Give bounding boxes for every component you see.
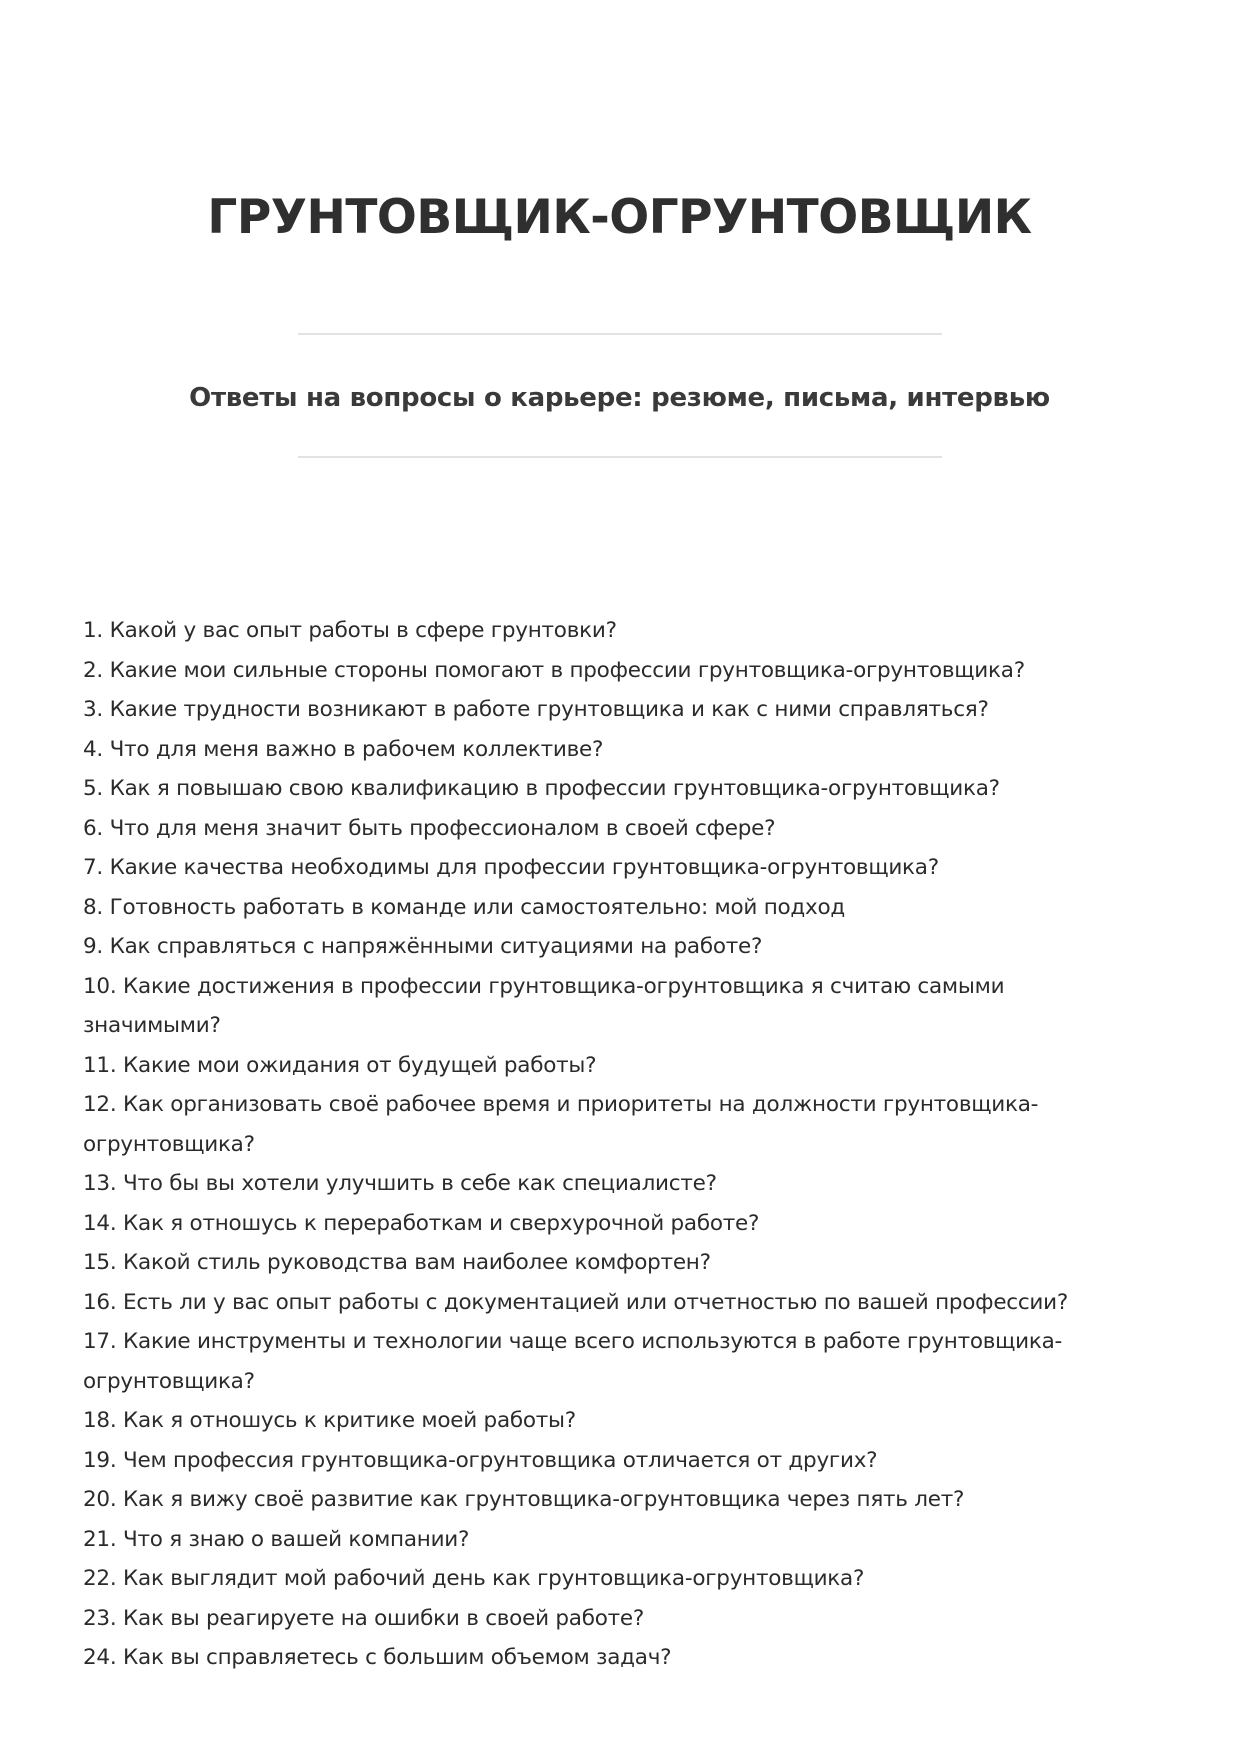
- question-item: 10. Какие достижения в профессии грунтовщика-огрунтовщика я считаю самыми значимыми?: [83, 973, 1005, 1038]
- question-item: 4. Что для меня важно в рабочем коллективе?: [83, 736, 604, 762]
- question-item: 21. Что я знаю о вашей компании?: [83, 1526, 470, 1552]
- question-item: 5. Как я повышаю свою квалификацию в профессии грунтовщика-огрунтовщика?: [83, 776, 1000, 801]
- question-item: 2. Какие мои сильные стороны помогают в профессии грунтовщика-огрунтовщика?: [83, 657, 1025, 683]
- page-title: ГРУНТОВЩИК-ОГРУНТОВЩИК: [207, 190, 1032, 245]
- question-item: 11. Какие мои ожидания от будущей работы?: [83, 1052, 597, 1078]
- question-item: 7. Какие качества необходимы для профессии грунтовщика-огрунтовщика?: [83, 855, 939, 880]
- question-item: 19. Чем профессия грунтовщика-огрунтовщика отличается от других?: [83, 1447, 878, 1473]
- question-item: 17. Какие инструменты и технологии чаще всего используются в работе грунтовщика-огрунтовщика?: [83, 1329, 1063, 1394]
- question-item: 12. Как организовать своё рабочее время и приоритеты на должности грунтовщика-огрунтовщика?: [83, 1092, 1039, 1157]
- question-item: 20. Как я вижу своё развитие как грунтовщика-огрунтовщика через пять лет?: [83, 1487, 965, 1512]
- question-item: 14. Как я отношусь к переработкам и сверхурочной работе?: [83, 1210, 760, 1236]
- question-item: 8. Готовность работать в команде или самостоятельно: мой подход: [83, 894, 846, 920]
- question-item: 13. Что бы вы хотели улучшить в себе как специалисте?: [83, 1171, 717, 1196]
- question-item: 16. Есть ли у вас опыт работы с документацией или отчетностью по вашей профессии?: [83, 1289, 1069, 1315]
- question-item: 22. Как выглядит мой рабочий день как грунтовщика-огрунтовщика?: [83, 1566, 865, 1591]
- page-subtitle: Ответы на вопросы о карьере: резюме, письма, интервью: [189, 383, 1050, 413]
- question-item: 9. Как справляться с напряжёнными ситуациями на работе?: [83, 934, 763, 959]
- question-item: 23. Как вы реагируете на ошибки в своей работе?: [83, 1605, 645, 1631]
- questions-list: [83, 611, 1123, 1678]
- question-item: 1. Какой у вас опыт работы в сфере грунтовки?: [83, 618, 617, 643]
- question-item: 18. Как я отношусь к критике моей работы?: [83, 1408, 576, 1433]
- question-item: 24. Как вы справляетесь с большим объемом задач?: [83, 1645, 672, 1670]
- divider-top: [298, 333, 942, 335]
- question-item: 3. Какие трудности возникают в работе грунтовщика и как с ними справляться?: [83, 697, 989, 722]
- question-item: 6. Что для меня значит быть профессионалом в своей сфере?: [83, 815, 776, 841]
- divider-bottom: [298, 456, 942, 458]
- question-item: 15. Какой стиль руководства вам наиболее комфортен?: [83, 1250, 711, 1275]
